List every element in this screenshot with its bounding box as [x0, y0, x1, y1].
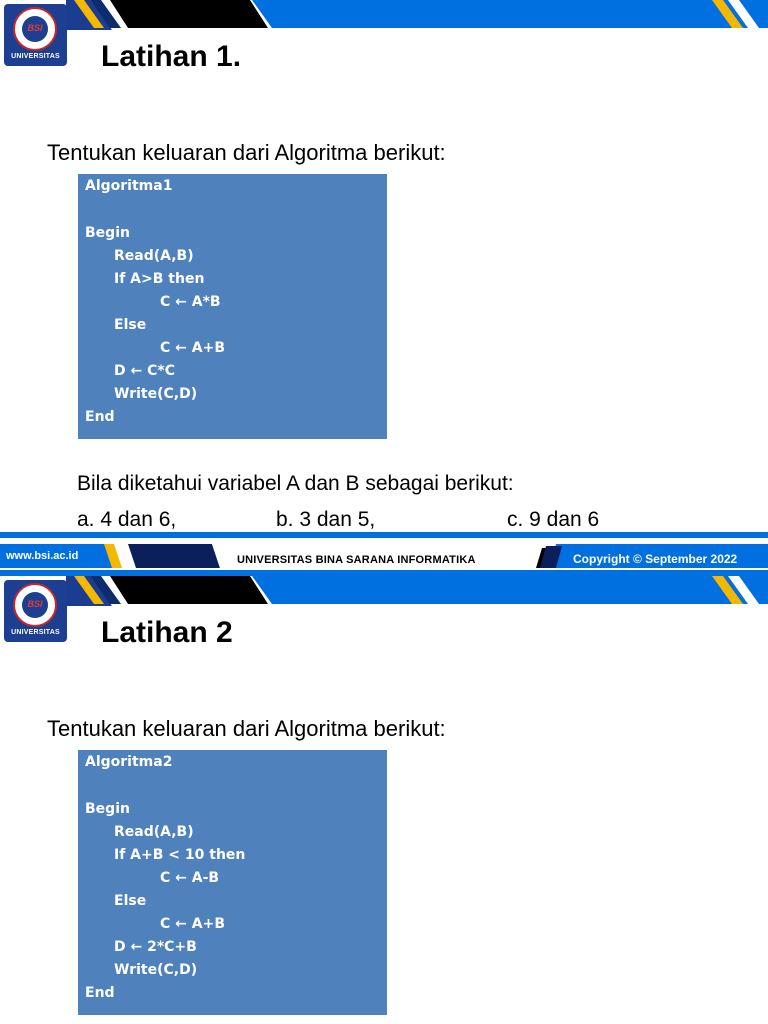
- algorithm-code-box: [78, 174, 387, 439]
- instruction-text: Tentukan keluaran dari Algoritma berikut:: [47, 140, 446, 165]
- code-line: End: [85, 409, 115, 425]
- question-text: Bila diketahui variabel A dan B sebagai berikut:: [77, 472, 514, 495]
- code-line: C ← A+B: [160, 916, 225, 932]
- logo-seal: BSI: [13, 7, 57, 51]
- top-banner: [0, 576, 768, 606]
- university-logo: [4, 580, 67, 642]
- code-line: If A+B < 10 then: [114, 847, 246, 863]
- code-line: C ← A-B: [160, 870, 220, 886]
- code-line: Begin: [85, 225, 130, 241]
- university-logo: [4, 4, 67, 66]
- code-line: End: [85, 985, 115, 1001]
- code-line: Read(A,B): [114, 824, 194, 840]
- footer-url-link[interactable]: www.bsi.ac.id: [6, 550, 79, 562]
- code-line: Algoritma2: [85, 754, 173, 770]
- logo-text: UNIVERSITAS: [11, 53, 60, 60]
- logo-seal: BSI: [13, 583, 57, 627]
- code-line: D ← 2*C+B: [114, 939, 197, 955]
- option-a: a. 4 dan 6,: [77, 508, 177, 531]
- code-line: Read(A,B): [114, 248, 194, 264]
- code-line: Algoritma1: [85, 178, 173, 194]
- algorithm-code-box: [78, 750, 387, 1015]
- instruction-text: Tentukan keluaran dari Algoritma berikut:: [47, 716, 446, 741]
- code-line: Else: [114, 317, 147, 333]
- logo-text: UNIVERSITAS: [11, 629, 60, 636]
- code-line: If A>B then: [114, 271, 205, 287]
- code-line: Else: [114, 893, 147, 909]
- option-c: c. 9 dan 6: [507, 508, 600, 531]
- code-line: C ← A+B: [160, 340, 225, 356]
- code-line: Write(C,D): [114, 386, 198, 402]
- code-line: D ← C*C: [114, 363, 175, 379]
- code-line: Write(C,D): [114, 962, 198, 978]
- footer-university: UNIVERSITAS BINA SARANA INFORMATIKA: [237, 554, 476, 566]
- code-line: Begin: [85, 801, 130, 817]
- slide-title: Latihan 2: [101, 616, 233, 649]
- footer-copyright: Copyright © September 2022: [573, 552, 738, 566]
- slide-2: [0, 576, 768, 1024]
- code-line: C ← A*B: [160, 294, 221, 310]
- option-b: b. 3 dan 5,: [276, 508, 376, 531]
- top-banner: [0, 0, 768, 30]
- slide-title: Latihan 1.: [101, 40, 242, 73]
